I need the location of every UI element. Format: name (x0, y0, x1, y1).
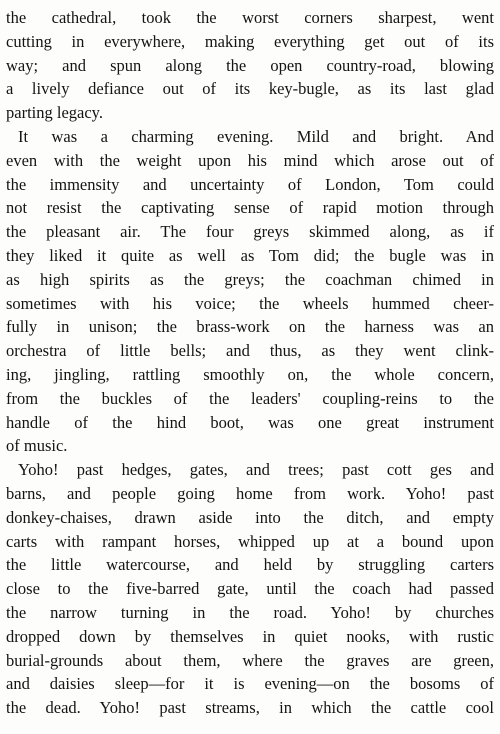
text-line: the narrow turning in the road. Yoho! by churches (6, 602, 494, 622)
text-line: not resist the captivating sense of rapid motion through (6, 198, 494, 218)
text-line: even with the weight upon his mind which arose out of (6, 150, 494, 170)
text-line: from the buckles of the leaders' coupling-reins to the (6, 388, 494, 408)
text-line: close to the five-barred gate, until the coach had passed (6, 579, 494, 599)
text-line: orchestra of little bells; and thus, as they went clink- (6, 341, 494, 361)
text-line: ing, jingling, rattling smoothly on, the whole concern, (6, 364, 494, 384)
text-line: the dead. Yoho! past streams, in which the cattle cool (6, 698, 494, 718)
text-line: Yoho! past hedges, gates, and trees; past cott ges and (18, 460, 494, 480)
text-line: way; and spun along the open country-road, blowing (6, 55, 494, 75)
body-text (6, 6, 494, 720)
text-line: of music. (6, 436, 68, 456)
text-line: parting legacy. (6, 103, 103, 123)
text-line: the immensity and uncertainty of London, Tom could (6, 174, 494, 194)
text-line: burial-grounds about them, where the graves are green, (6, 650, 494, 670)
text-line: barns, and people going home from work. Yoho! past (6, 483, 494, 503)
page-bottom-edge (0, 728, 500, 734)
text-line: dropped down by themselves in quiet nooks, with rustic (6, 626, 494, 646)
text-line: and daisies sleep—for it is evening—on the bosoms of (6, 674, 494, 694)
text-line: cutting in everywhere, making everything get out of its (6, 31, 494, 51)
text-line: donkey-chaises, drawn aside into the ditch, and empty (6, 507, 494, 527)
text-line: handle of the hind boot, was one great instrument (6, 412, 494, 432)
text-line: sometimes with his voice; the wheels hummed cheer- (6, 293, 494, 313)
text-line: fully in unison; the brass-work on the harness was an (6, 317, 494, 337)
text-line: the little watercourse, and held by struggling carters (6, 555, 494, 575)
text-line: the cathedral, took the worst corners sharpest, went (6, 8, 494, 27)
text-line: carts with rampant horses, whipped up at a bound upon (6, 531, 494, 551)
text-line: as high spirits as the greys; the coachman chimed in (6, 269, 494, 289)
text-line: the pleasant air. The four greys skimmed along, as if (6, 222, 494, 242)
text-line: they liked it quite as well as Tom did; the bugle was in (6, 245, 494, 265)
text-line: It was a charming evening. Mild and bright. And (18, 126, 494, 146)
text-line: a lively defiance out of its key-bugle, as its last glad (6, 79, 494, 99)
